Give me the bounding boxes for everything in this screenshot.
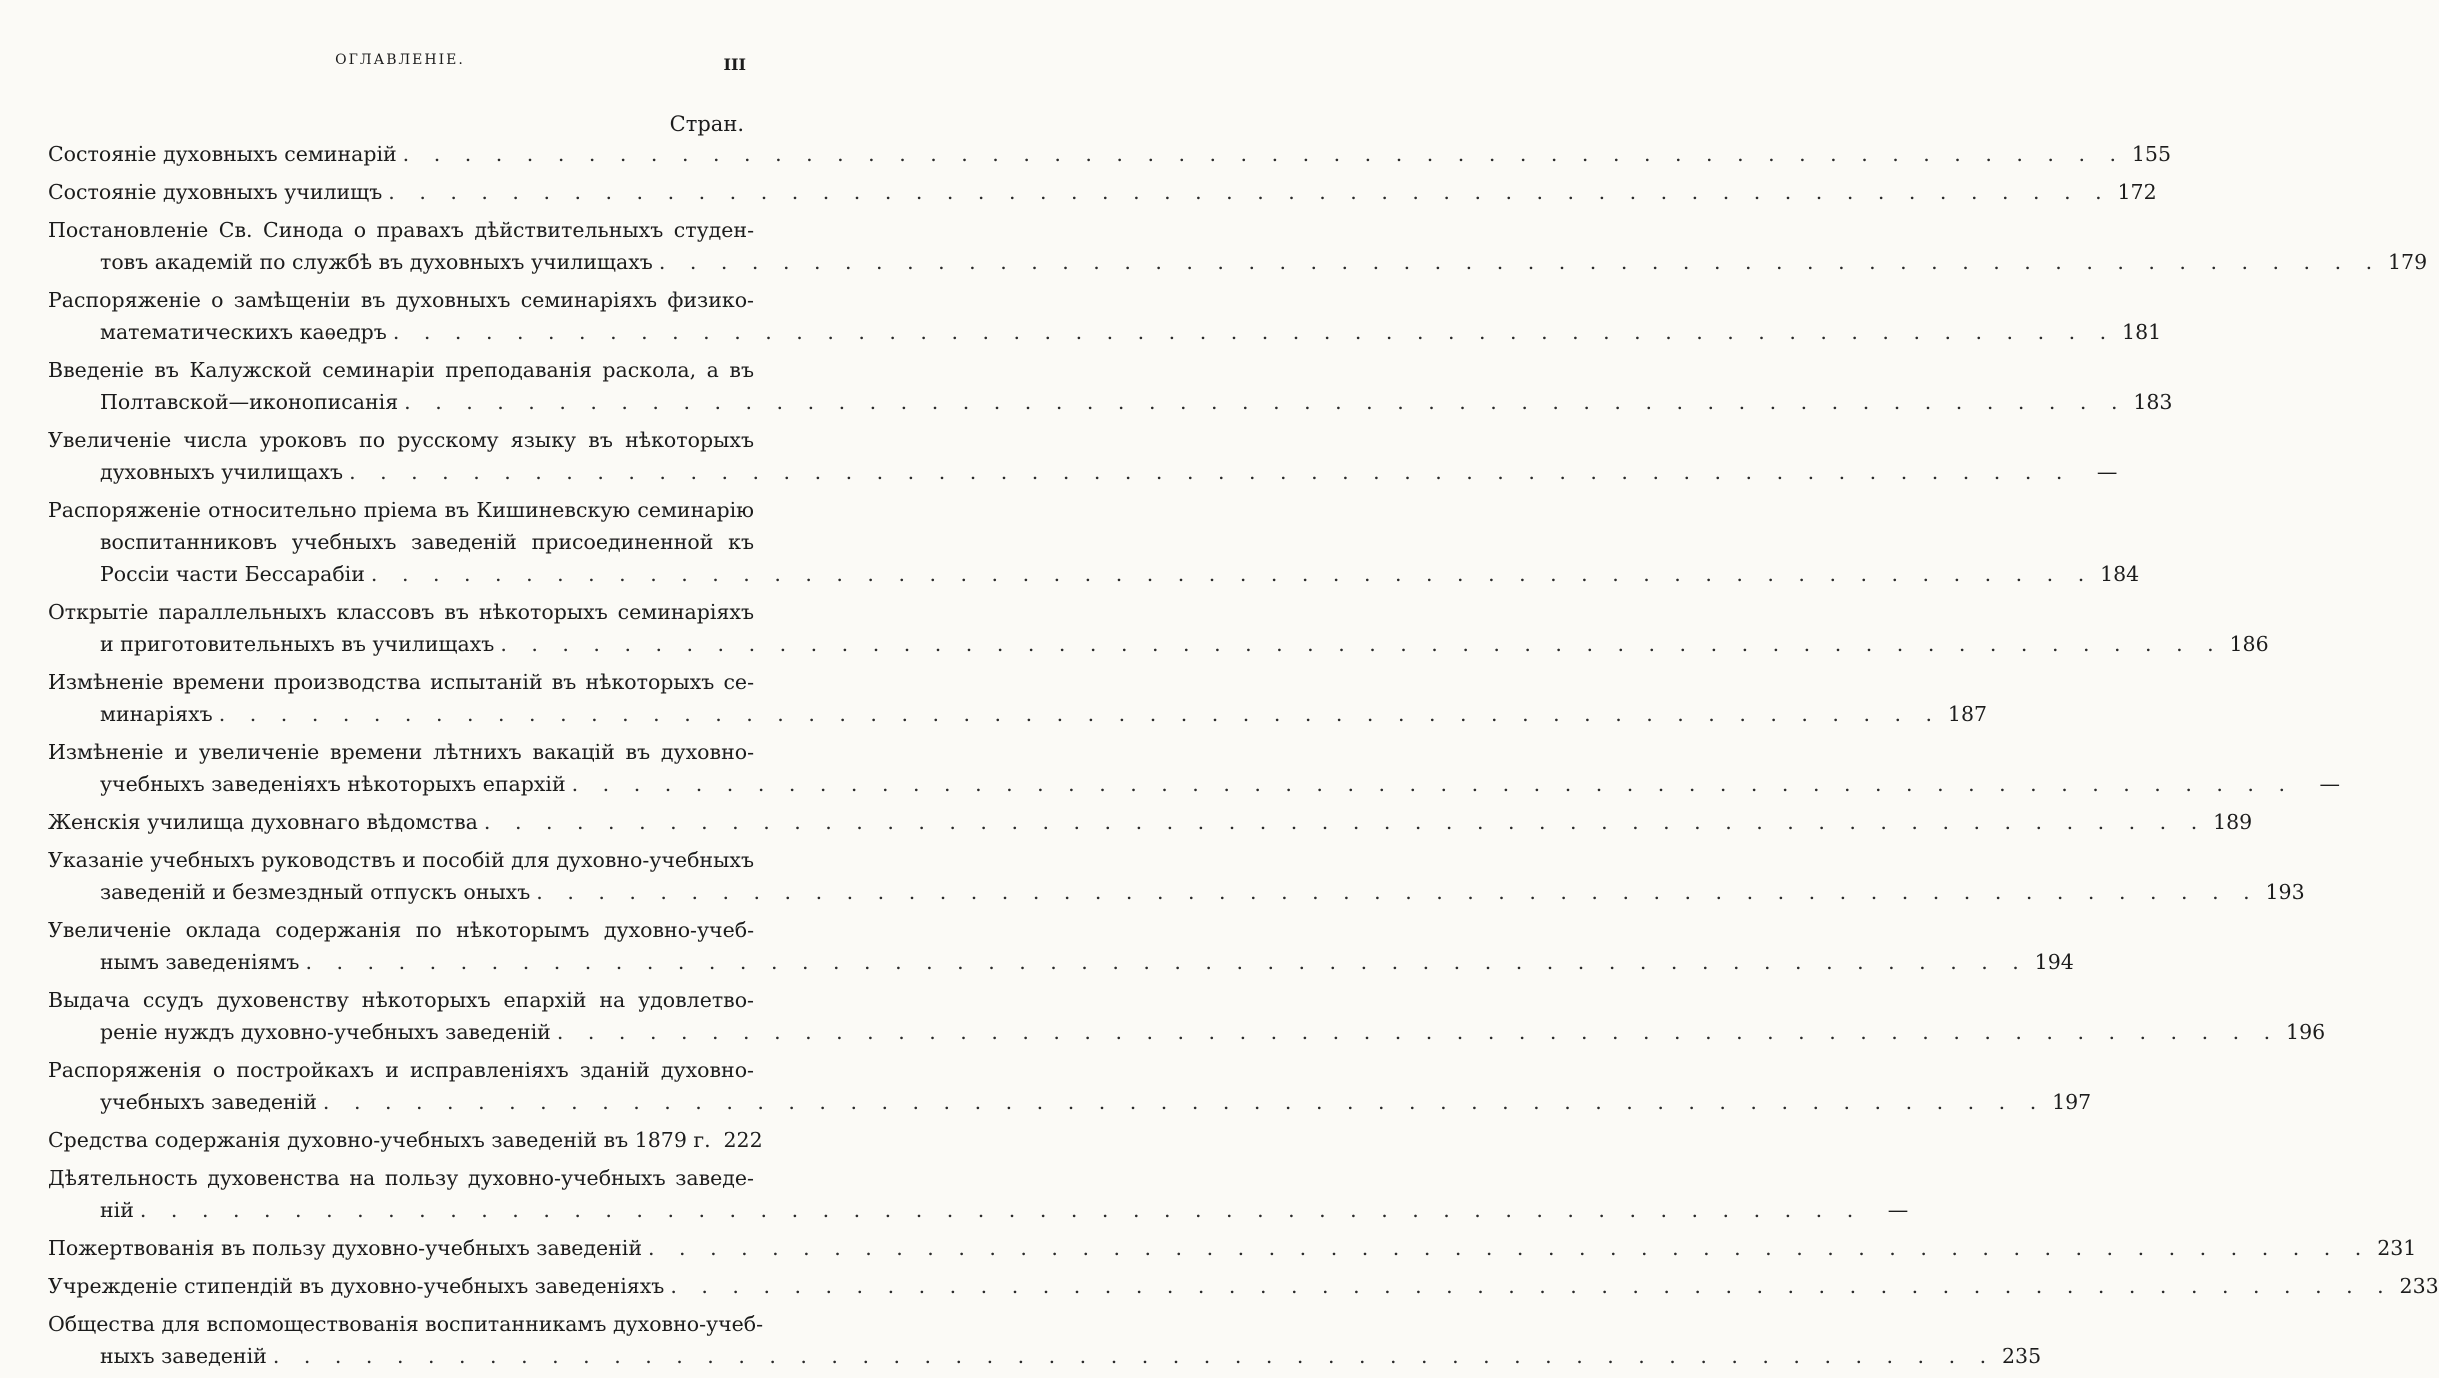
toc-entry-page: — xyxy=(2319,772,2340,796)
toc-entry-text: духовныхъ училищахъ xyxy=(100,460,344,484)
toc-entry-text: Распоряженіе относительно пріема въ Кишиневскую семинарію xyxy=(48,498,754,522)
toc-entry-page: 197 xyxy=(2052,1090,2092,1114)
toc-entry-line xyxy=(48,1270,2439,1302)
toc-entry-text: Состояніе духовныхъ семинарій xyxy=(48,142,397,166)
dot-leader xyxy=(404,386,2126,418)
toc-entry-line xyxy=(48,1340,2042,1372)
toc-entry-line xyxy=(48,1086,2092,1118)
toc-entry-text: Дѣятельность духовенства на пользу духовно-учебныхъ заведе- xyxy=(48,1166,754,1190)
toc-entry-text: Введеніе въ Калужской семинаріи преподаванія раскола, а въ xyxy=(48,358,754,382)
toc-entry-page: 235 xyxy=(2002,1344,2042,1368)
toc-entry-text: товъ академій по службѣ въ духовныхъ училищахъ xyxy=(100,250,653,274)
toc-entry-text: Указаніе учебныхъ руководствъ и пособій для духовно-учебныхъ xyxy=(48,848,754,872)
toc-entry-line xyxy=(48,246,2428,278)
toc-entry xyxy=(48,596,2269,660)
dot-leader xyxy=(670,1270,2392,1302)
toc-entry-line xyxy=(48,628,2269,660)
toc-entry-page: 233 xyxy=(2399,1274,2439,1298)
toc-entry-text: Состояніе духовныхъ училищъ xyxy=(48,180,383,204)
toc-entry-line xyxy=(48,284,754,316)
toc-entry-text: Измѣненіе и увеличеніе времени лѣтнихъ вакацій въ духовно- xyxy=(48,740,754,764)
toc-entry-page: 231 xyxy=(2377,1236,2417,1260)
toc-entry-page: 196 xyxy=(2286,1020,2326,1044)
toc-entry-line xyxy=(48,768,2340,800)
toc-entry-line xyxy=(48,1016,2326,1048)
toc-entry-text: Увеличеніе оклада содержанія по нѣкоторымъ духовно-учеб- xyxy=(48,918,754,942)
toc-entry-text: и приготовительныхъ въ училищахъ xyxy=(100,632,495,656)
toc-entry-text: Измѣненіе времени производства испытаній въ нѣкоторыхъ се- xyxy=(48,670,754,694)
toc-entry xyxy=(48,1270,2439,1302)
toc-entry xyxy=(48,354,2173,418)
toc-entry-text: ній xyxy=(100,1198,134,1222)
toc-entry-text: Женскія училища духовнаго вѣдомства xyxy=(48,810,478,834)
dot-leader xyxy=(273,1340,1995,1372)
toc-entry-line xyxy=(48,1194,1909,1226)
toc-entry-line xyxy=(48,984,754,1016)
toc-entry-line xyxy=(48,806,2253,838)
toc-entry-page: 184 xyxy=(2100,562,2140,586)
toc-entry-text: минаріяхъ xyxy=(100,702,213,726)
toc-entry-page: 187 xyxy=(1947,702,1988,726)
toc-entry-line xyxy=(48,214,754,246)
toc-entry-page: 222 xyxy=(723,1128,763,1152)
toc-entry-text: нымъ заведеніямъ xyxy=(100,950,300,974)
toc-entry-line xyxy=(48,456,2118,488)
toc-entry xyxy=(48,1308,2042,1372)
toc-entry-page: — xyxy=(1887,1198,1909,1222)
toc-entry-line xyxy=(48,844,754,876)
toc-entry-line xyxy=(48,876,2305,908)
toc-entry-text: Увеличеніе числа уроковъ по русскому языку въ нѣкоторыхъ xyxy=(48,428,754,452)
toc-entry xyxy=(48,424,2118,488)
toc-entry xyxy=(48,494,2140,590)
dot-leader xyxy=(572,768,2294,800)
toc-entry xyxy=(48,1124,763,1156)
toc-entry-line xyxy=(48,424,754,456)
dot-leader xyxy=(659,246,2381,278)
toc-entry-line xyxy=(48,946,2074,978)
dot-leader xyxy=(388,176,2110,208)
toc-entry xyxy=(48,138,2171,170)
toc-entry-page: 181 xyxy=(2122,320,2162,344)
dot-leader xyxy=(140,1194,1862,1226)
toc-entry-line xyxy=(48,698,1988,730)
toc-entry-line xyxy=(48,494,754,526)
toc-entry-text: Учрежденіе стипендій въ духовно-учебныхъ заведеніяхъ xyxy=(48,1274,665,1298)
toc-entry-line xyxy=(48,914,754,946)
toc-entry-line xyxy=(48,386,2173,418)
toc-entry-text: Открытіе параллельныхъ классовъ въ нѣкоторыхъ семинаріяхъ xyxy=(48,600,754,624)
toc-entry-text: Выдача ссудъ духовенству нѣкоторыхъ епархій на удовлетво- xyxy=(48,988,754,1012)
toc-entry-page: 189 xyxy=(2213,810,2253,834)
toc-entry-line xyxy=(48,526,754,558)
toc-entry-line xyxy=(48,596,754,628)
table-of-contents xyxy=(48,138,2439,1378)
toc-entry xyxy=(48,666,1988,730)
toc-entry-text: Средства содержанія духовно-учебныхъ заведеній въ 1879 г. xyxy=(48,1128,711,1152)
dot-leader xyxy=(323,1086,2045,1118)
toc-entry-text: Распоряженіе о замѣщеніи въ духовныхъ семинаріяхъ физико- xyxy=(48,288,754,312)
dot-leader xyxy=(371,558,2093,590)
toc-entry-line xyxy=(48,666,754,698)
toc-entry-page: — xyxy=(2096,460,2118,484)
toc-entry xyxy=(48,736,2340,800)
toc-entry-text: Распоряженія о постройкахъ и исправленіяхъ зданій духовно- xyxy=(48,1058,754,1082)
toc-entry-text: учебныхъ заведеній xyxy=(100,1090,317,1114)
toc-entry-text: Полтавской—иконописанія xyxy=(100,390,399,414)
pages-column-label: Стран. xyxy=(669,112,744,136)
toc-entry xyxy=(48,1232,2417,1264)
toc-entry-text: Пожертвованія въ пользу духовно-учебныхъ заведеній xyxy=(48,1236,642,1260)
dot-leader xyxy=(305,946,2027,978)
toc-entry xyxy=(48,1054,2092,1118)
toc-entry-page: 179 xyxy=(2388,250,2428,274)
toc-entry-page: 193 xyxy=(2265,880,2305,904)
toc-entry xyxy=(48,214,2428,278)
toc-entry xyxy=(48,914,2074,978)
toc-entry-line xyxy=(48,354,754,386)
dot-leader xyxy=(557,1016,2279,1048)
toc-entry xyxy=(48,176,2157,208)
toc-entry-text: Постановленіе Св. Синода о правахъ дѣйствительныхъ студен- xyxy=(48,218,754,242)
dot-leader xyxy=(648,1232,2370,1264)
toc-entry-line xyxy=(48,176,2157,208)
toc-entry-text: учебныхъ заведеніяхъ нѣкоторыхъ епархій xyxy=(100,772,566,796)
dot-leader xyxy=(349,456,2071,488)
toc-entry xyxy=(48,284,2162,348)
toc-entry-text: Россіи части Бессарабіи xyxy=(100,562,365,586)
dot-leader xyxy=(484,806,2206,838)
toc-entry xyxy=(48,1162,1909,1226)
toc-entry-page: 155 xyxy=(2131,142,2171,166)
toc-entry-line xyxy=(48,138,2171,170)
toc-entry-line xyxy=(48,558,2140,590)
toc-entry-line xyxy=(48,1162,754,1194)
toc-entry xyxy=(48,844,2305,908)
toc-entry-text: ныхъ заведеній xyxy=(100,1344,267,1368)
toc-entry-line xyxy=(48,1124,763,1156)
toc-entry-line xyxy=(48,1232,2417,1264)
running-head: ОГЛАВЛЕНІЕ. xyxy=(335,52,465,68)
toc-entry-text: Общества для вспомоществованія воспитанникамъ духовно-учеб- xyxy=(48,1312,764,1336)
dot-leader xyxy=(536,876,2258,908)
toc-entry-line xyxy=(48,736,754,768)
toc-entry-page: 186 xyxy=(2229,632,2269,656)
dot-leader xyxy=(500,628,2222,660)
dot-leader xyxy=(393,316,2115,348)
toc-entry xyxy=(48,984,2326,1048)
toc-entry-line xyxy=(48,1308,764,1340)
toc-entry-page: 194 xyxy=(2034,950,2074,974)
toc-entry-line xyxy=(48,316,2162,348)
toc-entry-text: воспитанниковъ учебныхъ заведеній присоединенной къ xyxy=(100,530,754,554)
toc-entry-text: математическихъ каѳедръ xyxy=(100,320,387,344)
toc-entry xyxy=(48,806,2253,838)
toc-entry-page: 183 xyxy=(2133,390,2173,414)
toc-entry-text: реніе нуждъ духовно-учебныхъ заведеній xyxy=(100,1020,551,1044)
toc-entry-text: заведеній и безмездный отпускъ оныхъ xyxy=(100,880,531,904)
toc-entry-line xyxy=(48,1054,754,1086)
dot-leader xyxy=(219,698,1941,730)
page-number: III xyxy=(723,55,746,74)
dot-leader xyxy=(403,138,2125,170)
toc-entry-page: 172 xyxy=(2117,180,2157,204)
